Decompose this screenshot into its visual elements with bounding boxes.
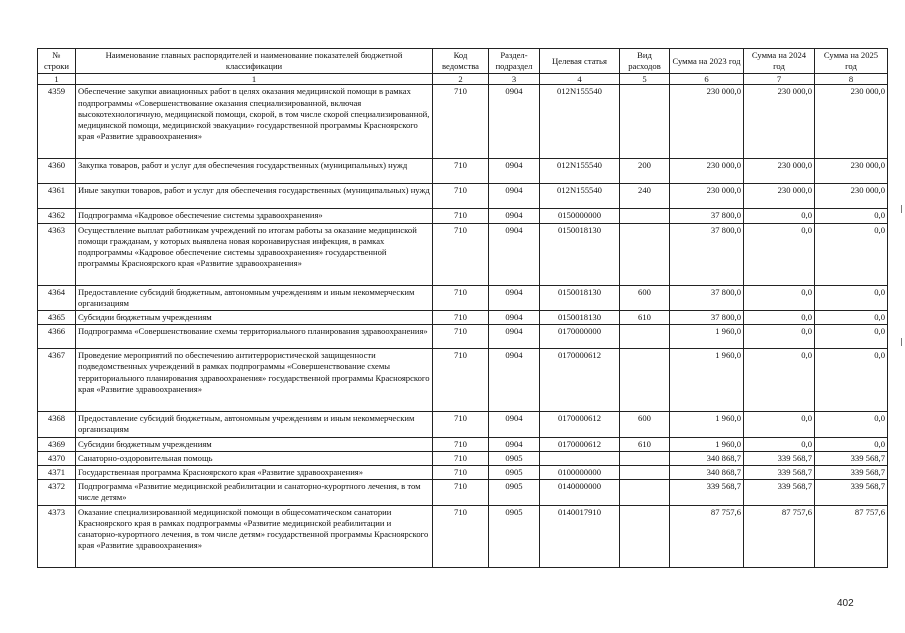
budget-table [37,48,888,568]
target-code: 0170000612 [540,412,620,437]
header-row [38,49,888,74]
sum-2025: 0,0 [815,349,888,412]
target-code: 0150000000 [540,209,620,223]
sum-2024: 0,0 [744,223,815,285]
row-name: Предоставление субсидий бюджетным, автономным учреждениям и иным некоммерческим организациям [76,412,433,437]
sum-2024: 0,0 [744,412,815,437]
sum-2024: 0,0 [744,325,815,349]
target-code: 0150018130 [540,285,620,310]
row-number: 4365 [38,311,76,325]
sum-2025: 230 000,0 [815,184,888,209]
header-sum-2023: Сумма на 2023 год [670,49,744,74]
sum-2024: 0,0 [744,209,815,223]
sum-2023: 230 000,0 [670,85,744,159]
sum-2023: 37 800,0 [670,311,744,325]
header-num: № строки [38,49,76,74]
row-number: 4366 [38,325,76,349]
table-row [38,85,888,159]
dept-code: 710 [433,85,489,159]
sum-2024: 339 568,7 [744,451,815,465]
header-name: Наименование главных распорядителей и наименование показателей бюджетной классификации [76,49,433,74]
sum-2024: 0,0 [744,285,815,310]
column-number: 8 [815,74,888,85]
row-number: 4363 [38,223,76,285]
row-name: Проведение мероприятий по обеспечению антитеррористической защищенности подведомственных учреждений в рамках подпрограммы «Совершенствование схемы территориального планирования здравоохранения» государственной программы Красноярского края «Развитие здравоохранения» [76,349,433,412]
dept-code: 710 [433,325,489,349]
column-number: 3 [489,74,540,85]
row-number: 4373 [38,505,76,567]
table-row [38,285,888,310]
sum-2023: 230 000,0 [670,184,744,209]
section-code: 0905 [489,505,540,567]
sum-2023: 37 800,0 [670,223,744,285]
sum-2023: 1 960,0 [670,412,744,437]
section-code: 0904 [489,85,540,159]
sum-2025: 339 568,7 [815,451,888,465]
expense-type-code [620,480,670,505]
sum-2025: 0,0 [815,223,888,285]
dept-code: 710 [433,311,489,325]
row-number: 4360 [38,159,76,184]
sum-2024: 230 000,0 [744,85,815,159]
sum-2023: 37 800,0 [670,209,744,223]
dept-code: 710 [433,505,489,567]
expense-type-code [620,223,670,285]
column-number-row [38,74,888,85]
sum-2023: 1 960,0 [670,437,744,451]
sum-2025: 0,0 [815,325,888,349]
row-name: Предоставление субсидий бюджетным, автономным учреждениям и иным некоммерческим организациям [76,285,433,310]
sum-2025: 339 568,7 [815,480,888,505]
sum-2023: 339 568,7 [670,480,744,505]
row-name: Закупка товаров, работ и услуг для обеспечения государственных (муниципальных) нужд [76,159,433,184]
target-code: 0170000000 [540,325,620,349]
target-code: 012N155540 [540,184,620,209]
sum-2023: 37 800,0 [670,285,744,310]
sum-2025: 0,0 [815,311,888,325]
target-code: 012N155540 [540,159,620,184]
row-name: Обеспечение закупки авиационных работ в целях оказания медицинской помощи в рамках подпрограммы «Совершенствование оказания специализированной, включая высокотехнологичную, медицинской помощи, скорой, в том числе скорой специализированной, медицинской помощи, медицинской эвакуации» государственной программы Красноярского края «Развитие здравоохранения» [76,85,433,159]
row-number: 4362 [38,209,76,223]
section-code: 0904 [489,412,540,437]
row-name: Субсидии бюджетным учреждениям [76,437,433,451]
column-number: 5 [620,74,670,85]
expense-type-code [620,325,670,349]
sum-2025: 230 000,0 [815,159,888,184]
section-code: 0904 [489,325,540,349]
sum-2024: 339 568,7 [744,466,815,480]
dept-code: 710 [433,285,489,310]
section-code: 0905 [489,451,540,465]
table-row [38,412,888,437]
section-code: 0904 [489,223,540,285]
row-number: 4359 [38,85,76,159]
table-row [38,505,888,567]
table-row [38,184,888,209]
sum-2024: 230 000,0 [744,159,815,184]
row-name: Подпрограмма «Совершенствование схемы территориального планирования здравоохранения» [76,325,433,349]
section-code: 0904 [489,349,540,412]
header-sum-2025: Сумма на 2025 год [815,49,888,74]
sum-2025: 0,0 [815,437,888,451]
section-code: 0905 [489,480,540,505]
target-code: 0140017910 [540,505,620,567]
expense-type-code [620,349,670,412]
row-name: Подпрограмма «Развитие медицинской реабилитации и санаторно-курортного лечения, в том числе детям» [76,480,433,505]
scan-edge-mark [901,338,902,346]
row-name: Осуществление выплат работникам учреждений по итогам работы за оказание медицинской помощи гражданам, у которых выявлена новая коронавирусная инфекция, в рамках подпрограммы «Кадровое обеспечение системы здравоохранения» государственной программы Красноярского края «Развитие здравоохранения» [76,223,433,285]
row-name: Иные закупки товаров, работ и услуг для обеспечения государственных (муниципальных) нужд [76,184,433,209]
sum-2024: 0,0 [744,349,815,412]
section-code: 0904 [489,437,540,451]
row-number: 4369 [38,437,76,451]
dept-code: 710 [433,412,489,437]
page-number: 402 [837,598,854,609]
row-number: 4364 [38,285,76,310]
row-number: 4368 [38,412,76,437]
column-number: 1 [38,74,76,85]
table-row [38,209,888,223]
sum-2024: 339 568,7 [744,480,815,505]
target-code: 012N155540 [540,85,620,159]
target-code [540,451,620,465]
table-row [38,223,888,285]
row-name: Субсидии бюджетным учреждениям [76,311,433,325]
section-code: 0904 [489,285,540,310]
header-expense-type: Вид расходов [620,49,670,74]
header-target: Целевая статья [540,49,620,74]
row-number: 4367 [38,349,76,412]
header-sum-2024: Сумма на 2024 год [744,49,815,74]
table-row [38,480,888,505]
expense-type-code: 200 [620,159,670,184]
row-number: 4361 [38,184,76,209]
sum-2025: 0,0 [815,412,888,437]
table-row [38,159,888,184]
section-code: 0904 [489,311,540,325]
table-row [38,311,888,325]
row-name: Подпрограмма «Кадровое обеспечение системы здравоохранения» [76,209,433,223]
expense-type-code [620,85,670,159]
target-code: 0170000612 [540,349,620,412]
dept-code: 710 [433,466,489,480]
row-number: 4370 [38,451,76,465]
dept-code: 710 [433,480,489,505]
sum-2025: 0,0 [815,209,888,223]
column-number: 6 [670,74,744,85]
sum-2025: 230 000,0 [815,85,888,159]
expense-type-code [620,209,670,223]
header-dept: Код ведомства [433,49,489,74]
header-section: Раздел-подраздел [489,49,540,74]
expense-type-code: 610 [620,437,670,451]
sum-2023: 87 757,6 [670,505,744,567]
column-number: 2 [433,74,489,85]
target-code: 0100000000 [540,466,620,480]
sum-2023: 1 960,0 [670,325,744,349]
row-number: 4371 [38,466,76,480]
dept-code: 710 [433,451,489,465]
section-code: 0904 [489,159,540,184]
sum-2024: 0,0 [744,311,815,325]
dept-code: 710 [433,209,489,223]
table-row [38,451,888,465]
table-row [38,466,888,480]
sum-2023: 1 960,0 [670,349,744,412]
row-number: 4372 [38,480,76,505]
column-number: 7 [744,74,815,85]
expense-type-code [620,505,670,567]
target-code: 0150018130 [540,311,620,325]
table-row [38,349,888,412]
sum-2023: 230 000,0 [670,159,744,184]
dept-code: 710 [433,184,489,209]
table-row [38,437,888,451]
expense-type-code: 600 [620,285,670,310]
dept-code: 710 [433,223,489,285]
row-name: Санаторно-оздоровительная помощь [76,451,433,465]
target-code: 0150018130 [540,223,620,285]
column-number: 1 [76,74,433,85]
row-name: Государственная программа Красноярского края «Развитие здравоохранения» [76,466,433,480]
expense-type-code: 240 [620,184,670,209]
sum-2025: 87 757,6 [815,505,888,567]
scan-edge-mark [901,205,902,213]
sum-2023: 340 868,7 [670,451,744,465]
sum-2025: 339 568,7 [815,466,888,480]
sum-2025: 0,0 [815,285,888,310]
expense-type-code [620,466,670,480]
sum-2024: 230 000,0 [744,184,815,209]
sum-2024: 0,0 [744,437,815,451]
column-number: 4 [540,74,620,85]
dept-code: 710 [433,437,489,451]
section-code: 0904 [489,209,540,223]
target-code: 0140000000 [540,480,620,505]
expense-type-code [620,451,670,465]
dept-code: 710 [433,159,489,184]
expense-type-code: 610 [620,311,670,325]
row-name: Оказание специализированной медицинской помощи в общесоматическом санатории Красноярского края в рамках подпрограммы «Развитие медицинской реабилитации и санаторно-курортного лечения, в том числе детям» государственной программы Красноярского края «Развитие здравоохранения» [76,505,433,567]
expense-type-code: 600 [620,412,670,437]
dept-code: 710 [433,349,489,412]
section-code: 0905 [489,466,540,480]
sum-2024: 87 757,6 [744,505,815,567]
sum-2023: 340 868,7 [670,466,744,480]
table-row [38,325,888,349]
target-code: 0170000612 [540,437,620,451]
section-code: 0904 [489,184,540,209]
